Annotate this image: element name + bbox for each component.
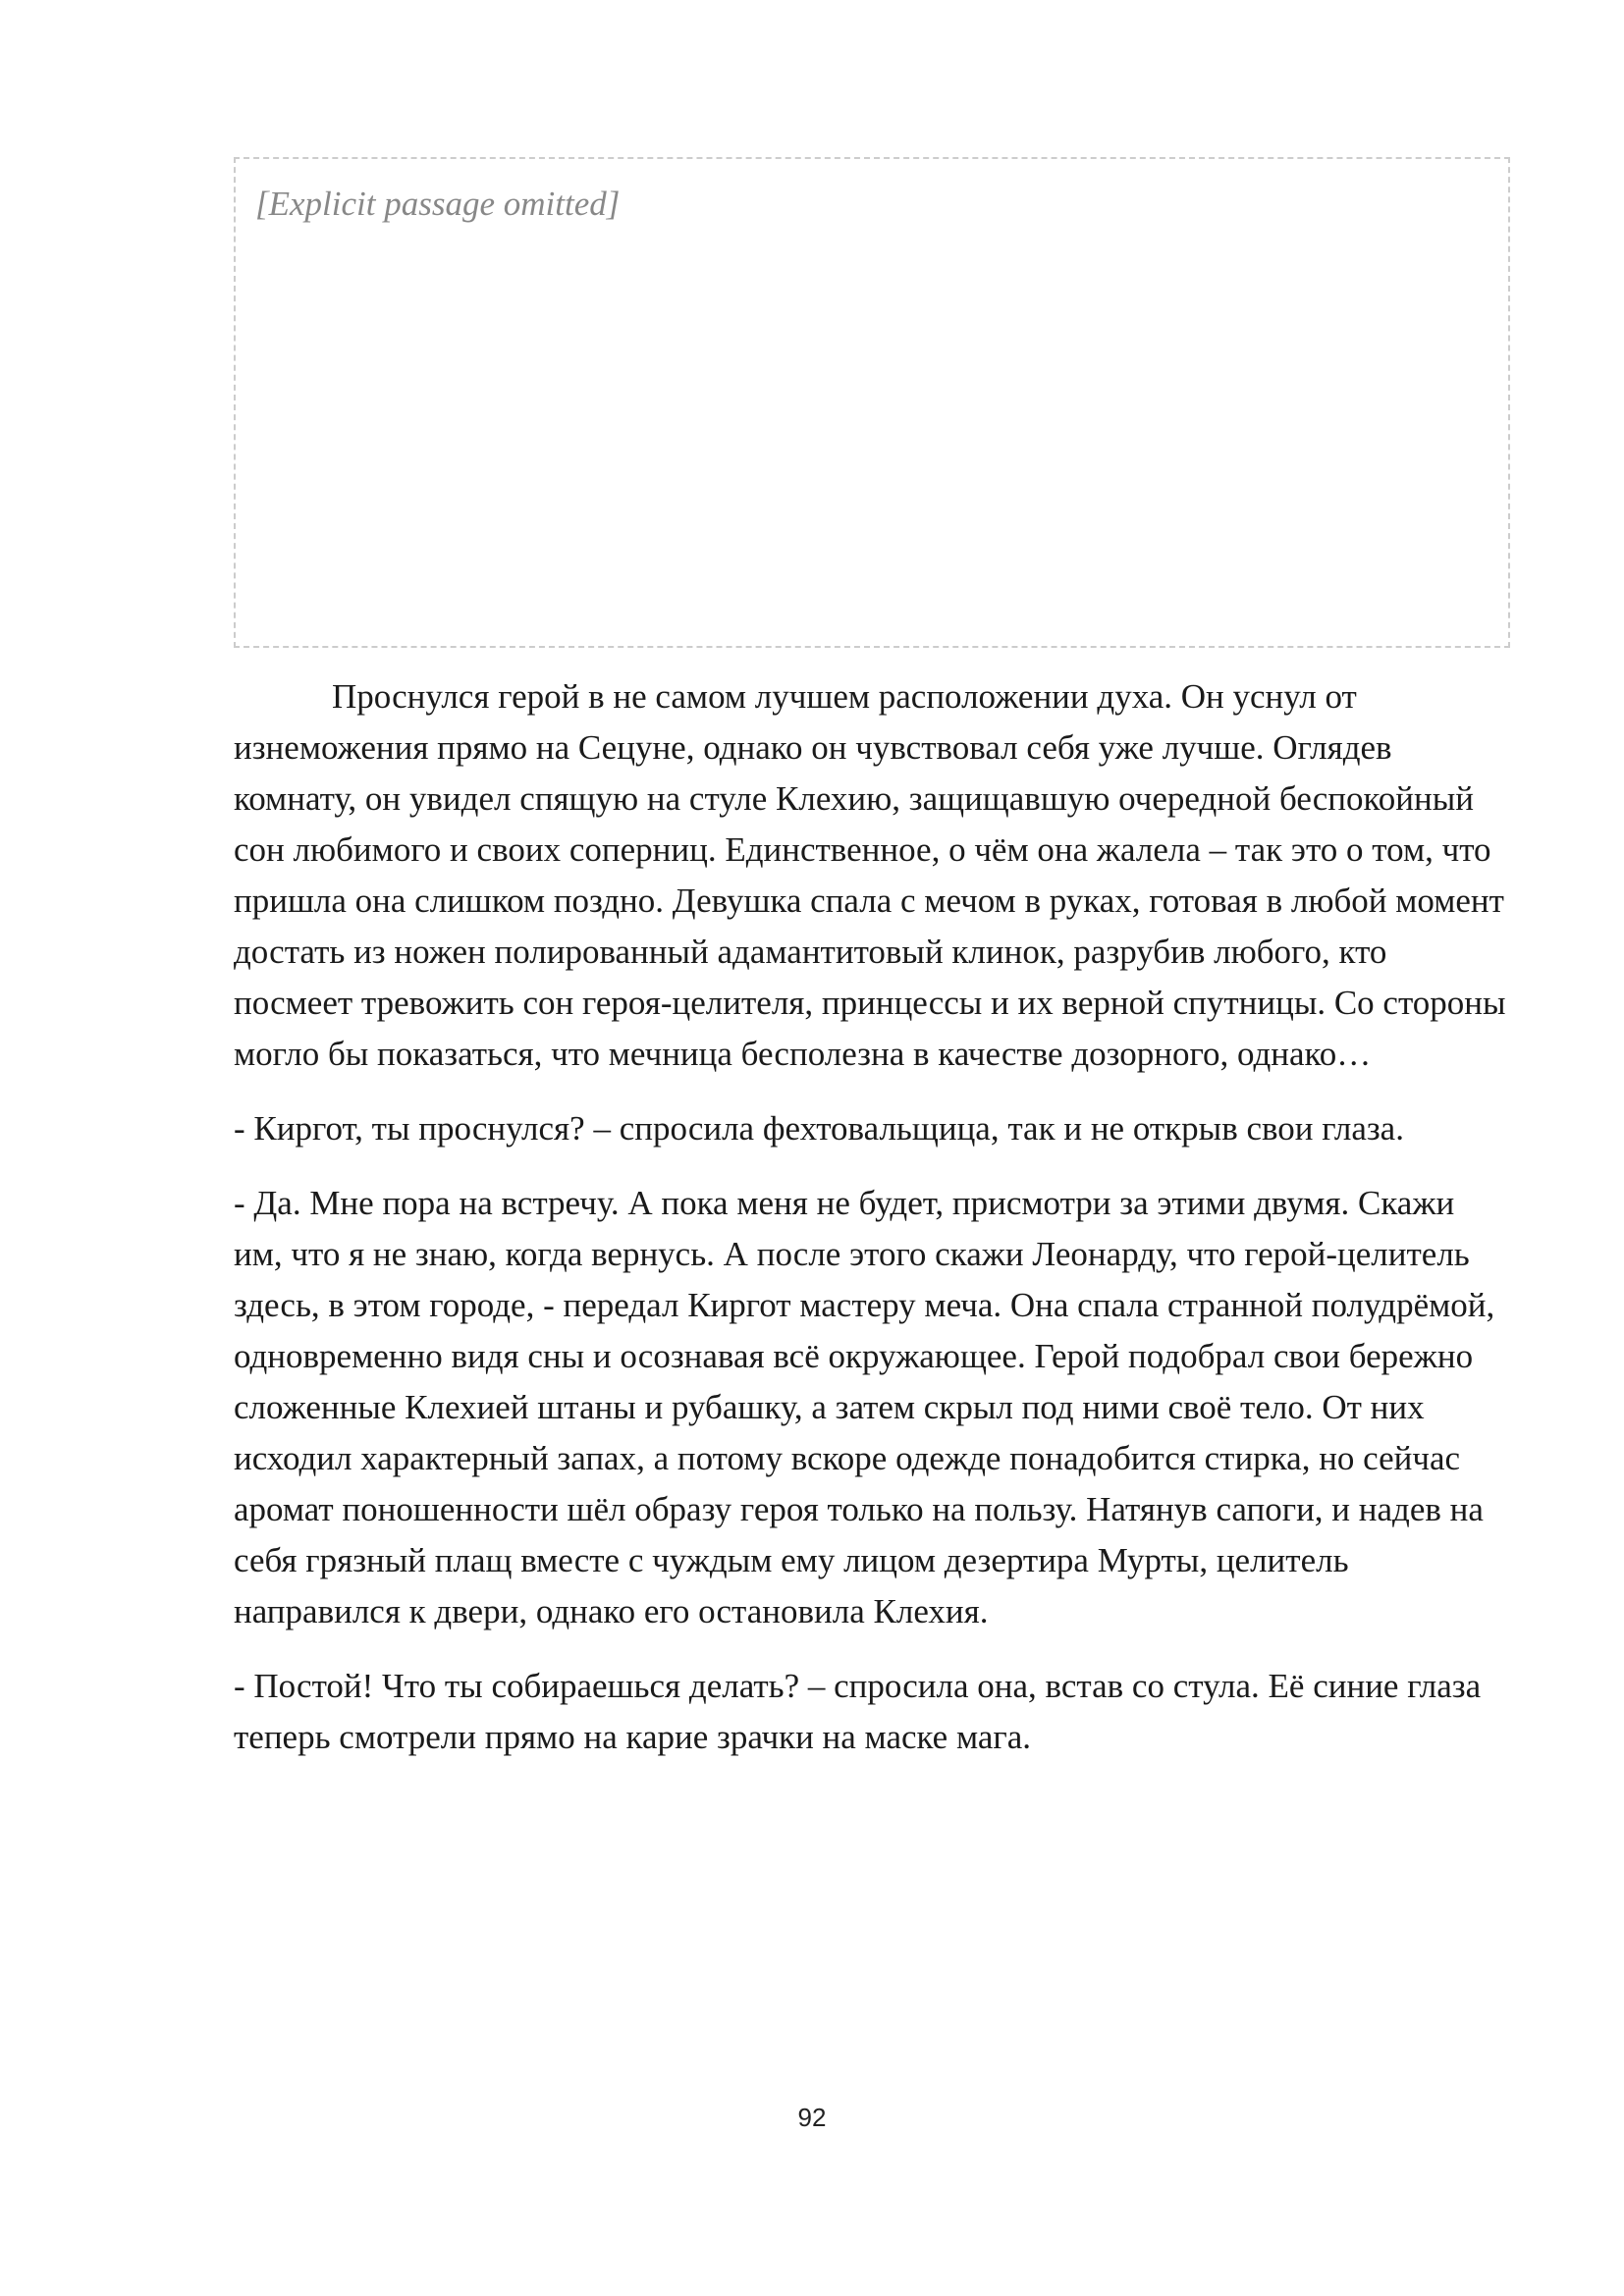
- paragraph-dialogue-2: - Да. Мне пора на встречу. А пока меня не будет, присмотри за этими двумя. Скажи им, что я не знаю, когда вернусь. А после этого скажи Леонарду, что герой-целитель здесь, в этом городе, - передал Киргот мастеру меча. Она спала странной полудрёмой, одновременно видя сны и осознавая всё окружающее. Герой подобрал свои бережно сложенные Клехией штаны и рубашку, а затем скрыл под ними своё тело. От них исходил характерный запах, а потому вскоре одежде понадобится стирка, но сейчас аромат поношенности шёл образу героя только на пользу. Натянув сапоги, и надев на себя грязный плащ вместе с чуждым ему лицом дезертира Мурты, целитель направился к двери, однако его остановила Клехия.: [234, 1184, 1495, 1630]
- page-number: 92: [797, 2103, 827, 2132]
- omitted-paragraph: [Explicit passage omitted]: [234, 157, 1510, 648]
- paragraph-awakening: Проснулся герой в не самом лучшем расположении духа. Он уснул от изнеможения прямо на Сецуне, однако он чувствовал себя уже лучше. Оглядев комнату, он увидел спящую на стуле Клехию, защищавшую очередной беспокойный сон любимого и своих соперниц. Единственное, о чём она жалела – так это о том, что пришла она слишком поздно. Девушка спала с мечом в руках, готовая в любой момент достать из ножен полированный адамантитовый клинок, разрубив любого, кто посмеет тревожить сон героя-целителя, принцессы и их верной спутницы. Со стороны могло бы показаться, что мечница бесполезна в качестве дозорного, однако…: [234, 677, 1506, 1073]
- paragraph-dialogue-1: - Киргот, ты проснулся? – спросила фехтовальщица, так и не открыв свои глаза.: [234, 1109, 1404, 1148]
- paragraph-dialogue-3: - Постой! Что ты собираешься делать? – спросила она, встав со стула. Её синие глаза теперь смотрели прямо на карие зрачки на маске мага.: [234, 1667, 1482, 1756]
- document-page: [234, 157, 1510, 1787]
